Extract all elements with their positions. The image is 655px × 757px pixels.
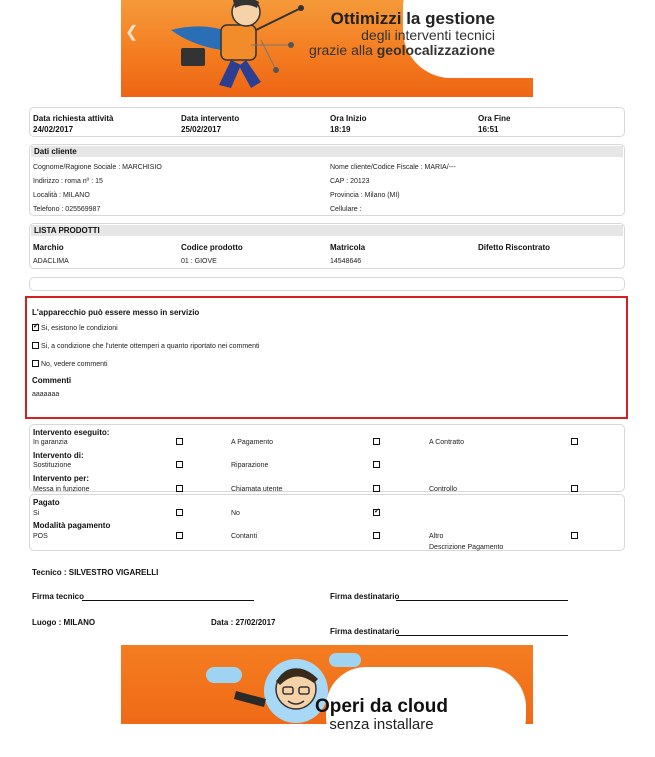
servizio-option-2-label: Si, a condizione che l'utente ottemperi a quanto riportato nei commenti <box>41 343 260 350</box>
checkbox-pagato-no[interactable] <box>373 509 380 516</box>
banner-top-line1: Ottimizzi la gestione <box>330 9 495 28</box>
intervento-per-title: Intervento per: <box>33 474 90 483</box>
pagato-no: No <box>231 510 240 517</box>
bottom-banner <box>121 645 533 733</box>
modalita-title: Modalità pagamento <box>33 521 111 530</box>
banner-top-line3: grazie alla geolocalizzazione <box>309 41 495 58</box>
chevron-left-icon[interactable]: ❮ <box>125 24 139 41</box>
eseguito-a-contratto: A Contratto <box>429 439 465 446</box>
modalita-contanti: Contanti <box>231 533 258 540</box>
servizio-option-1-label: Si, esistono le condizioni <box>41 325 118 332</box>
eseguito-a-pagamento: A Pagamento <box>231 439 274 446</box>
descrizione-pagamento: Descrizione Pagamento <box>429 544 504 551</box>
checkbox-sostituzione[interactable] <box>176 461 183 468</box>
intervento-di-title: Intervento di: <box>33 451 84 460</box>
row-marchio: ADACLIMA <box>33 258 69 265</box>
header-data-intervento: Data intervento <box>181 114 240 123</box>
pagamento-box <box>29 494 625 551</box>
di-riparazione: Riparazione <box>231 462 269 469</box>
banner-top-line2: degli interventi tecnici <box>361 26 495 43</box>
col-matricola: Matricola <box>330 243 366 252</box>
cliente-indirizzo: Indirizzo : roma nº : 15 <box>33 178 103 185</box>
header-ora-fine: Ora Fine <box>478 114 511 123</box>
dati-cliente-box <box>29 144 625 216</box>
firma-destinatario-1-line[interactable] <box>396 592 568 601</box>
commenti-title: Commenti <box>32 376 72 385</box>
dati-cliente-header <box>31 146 623 157</box>
value-data-richiesta: 24/02/2017 <box>33 125 74 134</box>
luogo: Luogo : MILANO <box>32 618 96 627</box>
per-messa-in-funzione: Messa in funzione <box>33 486 90 493</box>
technician-illustration <box>151 0 321 97</box>
per-controllo: Controllo <box>429 486 458 493</box>
col-codice-prodotto: Codice prodotto <box>181 243 243 252</box>
cliente-localita: Località : MILANO <box>33 192 90 199</box>
cliente-cellulare: Cellulare : <box>330 206 362 213</box>
checkbox-in-garanzia[interactable] <box>176 438 183 445</box>
firma-destinatario-2-label: Firma destinatario <box>330 627 400 636</box>
modalita-altro: Altro <box>429 533 444 540</box>
value-ora-inizio: 18:19 <box>330 125 351 134</box>
servizio-option-3-label: No, vedere commenti <box>41 361 108 368</box>
header-ora-inizio: Ora Inizio <box>330 114 367 123</box>
col-marchio: Marchio <box>33 243 64 252</box>
firma-destinatario-2-line[interactable] <box>396 627 568 636</box>
value-ora-fine: 16:51 <box>478 125 499 134</box>
modalita-pos: POS <box>33 533 48 540</box>
checkbox-controllo[interactable] <box>571 485 578 492</box>
checkbox-a-pagamento[interactable] <box>373 438 380 445</box>
cliente-provincia: Provincia : Milano (MI) <box>330 192 400 199</box>
di-sostituzione: Sostituzione <box>33 462 72 469</box>
value-data-intervento: 25/02/2017 <box>181 125 222 134</box>
eseguito-in-garanzia: In garanzia <box>33 439 68 446</box>
checkbox-chiamata-utente[interactable] <box>373 485 380 492</box>
highlight-frame <box>25 296 628 419</box>
commenti-value: aaaaaaa <box>32 391 60 398</box>
col-difetto: Difetto Riscontrato <box>478 243 550 252</box>
cliente-ragione-sociale: Cognome/Ragione Sociale : MARCHISIO <box>33 164 162 171</box>
firma-tecnico-line[interactable] <box>82 592 254 601</box>
row-matricola: 14548646 <box>330 258 362 265</box>
data-firma: Data : 27/02/2017 <box>211 618 276 627</box>
banner-bottom-line1: Operi da cloud <box>314 696 448 717</box>
intervento-eseguito-title: Intervento eseguito: <box>33 428 110 437</box>
checkbox-messa-in-funzione[interactable] <box>176 485 183 492</box>
banner-bottom-line2: senza installare <box>329 715 434 733</box>
servizio-title: L'apparecchio può essere messo in servizio <box>32 308 200 317</box>
cliente-nome: Nome cliente/Codice Fiscale : MARIA/--- <box>330 164 456 171</box>
lista-prodotti-header <box>31 225 623 236</box>
firma-destinatario-1-label: Firma destinatario <box>330 592 400 601</box>
checkbox-riparazione[interactable] <box>373 461 380 468</box>
pagato-si: Si <box>33 510 40 517</box>
firma-tecnico-label: Firma tecnico <box>32 592 85 601</box>
empty-box <box>29 277 625 291</box>
banner-top-text <box>309 10 495 57</box>
banner-bottom-text <box>315 697 448 733</box>
checkbox-pagato-si[interactable] <box>176 509 183 516</box>
header-data-richiesta: Data richiesta attività <box>33 114 114 123</box>
tecnico-name: Tecnico : SILVESTRO VIGARELLI <box>32 568 159 577</box>
pagato-title: Pagato <box>33 498 60 507</box>
cliente-telefono: Telefono : 025569987 <box>33 206 101 213</box>
cliente-cap: CAP : 20123 <box>330 178 370 185</box>
dati-cliente-title: Dati cliente <box>34 147 77 156</box>
top-banner <box>121 0 533 97</box>
checkbox-altro[interactable] <box>571 532 578 539</box>
activity-dates-box <box>29 107 625 137</box>
lista-prodotti-box <box>29 223 625 269</box>
row-codice-prodotto: 01 : GIOVE <box>181 258 217 265</box>
lista-prodotti-title: LISTA PRODOTTI <box>34 226 100 235</box>
checkbox-contanti[interactable] <box>373 532 380 539</box>
checkbox-pos[interactable] <box>176 532 183 539</box>
per-chiamata-utente: Chiamata utente <box>231 486 283 493</box>
checkbox-a-contratto[interactable] <box>571 438 578 445</box>
intervento-box <box>29 424 625 492</box>
